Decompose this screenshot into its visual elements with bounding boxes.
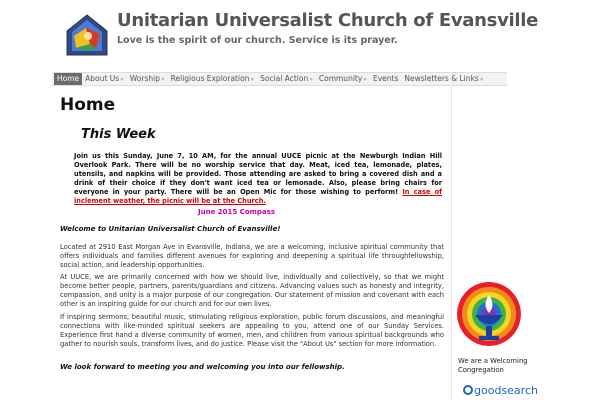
nav-item-social-action[interactable] — [257, 73, 316, 85]
site-tagline: Love is the spirit of our church. Service is its prayer. — [117, 35, 398, 46]
main-content — [52, 87, 452, 400]
this-week-heading: This Week — [81, 127, 156, 142]
chevron-double-right-icon: » — [309, 76, 313, 83]
closing-text: We look forward to meeting you and welcoming you into our fellowship. — [60, 363, 345, 371]
compass-newsletter-link[interactable]: June 2015 Compass — [198, 208, 275, 216]
goodsearch-link[interactable] — [463, 384, 538, 397]
main-nav — [52, 72, 507, 86]
nav-item-label: Newsletters & Links — [404, 74, 479, 83]
page-title: Home — [60, 95, 116, 115]
nav-item-religious-exploration[interactable] — [168, 73, 257, 85]
values-paragraph: At UUCE, we are primarily concerned with how we should live, individually and collectively, so that we might become better people, partners, parents/guardians and citizens. Advancing values such as honesty and integrity, compassion, and unity is a major purpose of our congregation. Our statement of mission and covenant with each other is an inspiring guide for our church and for our own lives. — [60, 273, 444, 308]
nav-item-label: Home — [57, 74, 80, 83]
nav-item-label: Social Action — [260, 74, 309, 83]
nav-item-label: Worship — [129, 74, 160, 83]
site-header — [0, 0, 600, 72]
goodsearch-logo-icon — [463, 385, 473, 395]
welcome-heading: Welcome to Unitarian Universalist Church of Evansville! — [60, 225, 281, 233]
goodsearch-label: goodsearch — [474, 384, 538, 397]
nav-item-newsletters-links[interactable] — [401, 73, 486, 85]
picnic-announcement — [74, 152, 442, 206]
nav-item-events[interactable] — [370, 73, 401, 85]
church-logo-icon[interactable] — [66, 14, 108, 56]
nav-item-about-us[interactable] — [82, 73, 127, 85]
welcoming-congregation-chalice-icon[interactable] — [456, 281, 522, 347]
invitation-paragraph: If inspiring sermons, beautiful music, stimulating religious exploration, public forum discussions, and meaningful connections with like-minded spiritual seekers are appealing to you, attend one of our Sunday Services. Experience first hand a diverse community of women, men, and children from various spiritual backgrounds who gather to nourish souls, transform lives, and do justice. Please visit the "About Us" section for more information. — [60, 313, 444, 348]
welcoming-congregation-caption: We are a Welcoming Congregation — [458, 357, 528, 374]
chevron-double-right-icon: » — [250, 76, 255, 83]
chevron-double-right-icon: » — [479, 76, 484, 83]
nav-item-community[interactable] — [316, 73, 370, 85]
announcement-text: Join us this Sunday, June 7, 10 AM, for the annual UUCE picnic at the Newburgh Indian Hill Overlook Park. There will be no worship service that day. Meat, iced tea, lemonade, plates, utensils, and napkins will be provided. Those attending are asked to bring a covered dish and a drink of their choice if they don't want iced tea or lemonade. Also, please bring chairs for everyone in your party. There will be an Open Mic for those wishing to perform! — [74, 152, 442, 196]
weather-note-link[interactable]: In case of inclement weather, the picnic will be at the Church. — [74, 188, 442, 205]
chevron-double-right-icon: » — [120, 76, 124, 83]
chevron-double-right-icon: » — [363, 76, 367, 83]
intro-paragraph: Located at 2910 East Morgan Ave in Evansville, Indiana, we are a welcoming, inclusive spiritual community that offers individuals and families different avenues for exploring and deepening a spiritual life throughfellowship, social action, and leadership opportunities. — [60, 243, 444, 269]
nav-item-home[interactable] — [54, 73, 82, 85]
nav-item-label: Events — [372, 74, 399, 83]
nav-item-label: Religious Exploration — [170, 74, 250, 83]
chevron-double-right-icon: » — [160, 76, 165, 83]
nav-item-worship[interactable] — [127, 73, 168, 85]
nav-item-label: Community — [318, 74, 363, 83]
nav-item-label: About Us — [85, 74, 120, 83]
site-title[interactable]: Unitarian Universalist Church of Evansville — [117, 10, 539, 31]
